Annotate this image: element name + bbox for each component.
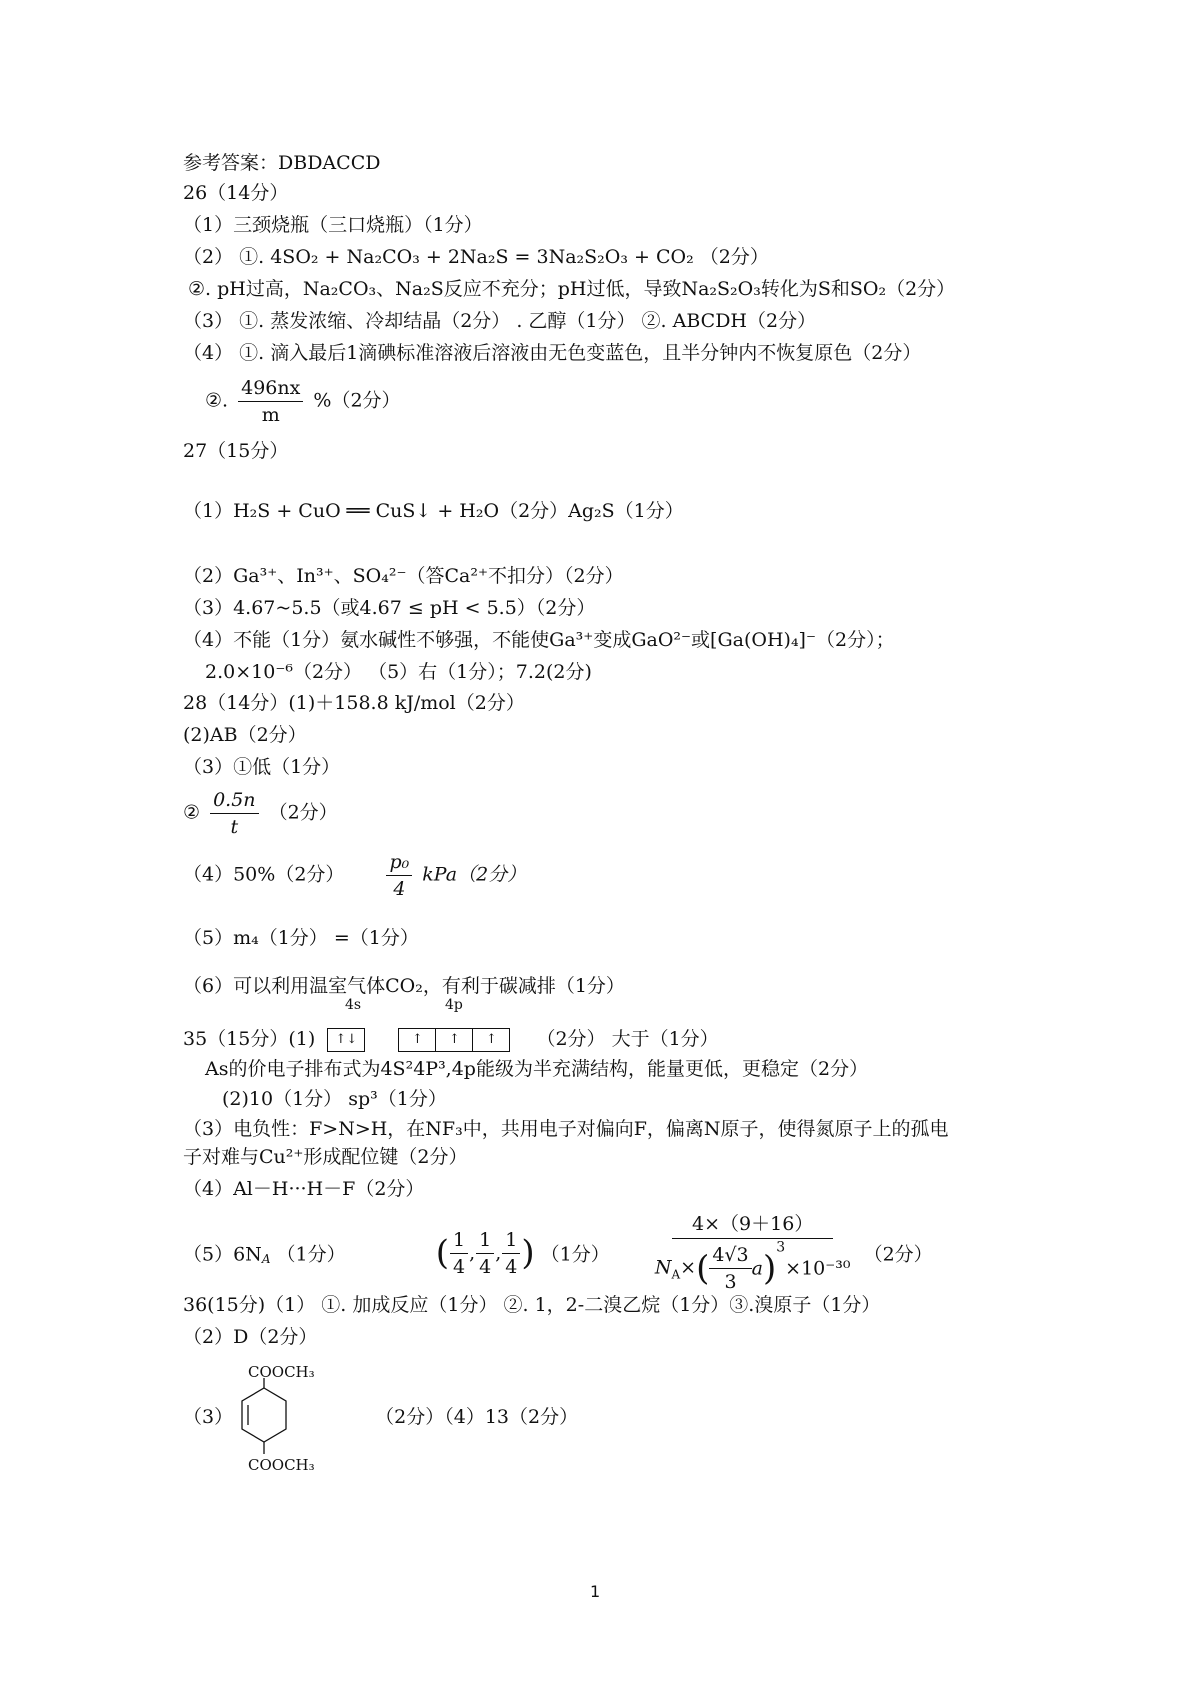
orbital-4p-label: 4p (445, 997, 463, 1013)
q36-p1: 36(15分)（1） ①. 加成反应（1分） ②. 1，2-二溴乙烷（1分）③.溴原子（1分） (183, 1294, 881, 1316)
q35-p1b: As的价电子排布式为4S²4P³,4p能级为半充满结构，能量更低，更稳定（2分） (205, 1058, 869, 1080)
page-number: 1 (590, 1582, 601, 1601)
coord-x: $\frac{1}{4}$ (450, 1228, 468, 1279)
density-fraction: 4×（9＋16） $N_A\times$( $\frac{4√3}{3}$ a)$^3$×10⁻³⁰ (654, 1213, 851, 1293)
q26-p2b: ②. pH过高，Na₂CO₃、Na₂S反应不充分；pH过低，导致Na₂S₂O₃转化为S和SO₂（2分） (188, 278, 956, 300)
q27-p3: （3）4.67~5.5（或4.67 ≤ pH < 5.5）（2分） (183, 597, 596, 619)
density-inner-fraction: $\frac{4√3}{3}$ (709, 1243, 751, 1294)
q27-p4b: 2.0×10⁻⁶（2分） （5）右（1分）；7.2(2分) (205, 661, 592, 683)
coord-y: $\frac{1}{4}$ (476, 1228, 494, 1279)
orbital-4p-box-1: ↑ (398, 1028, 436, 1052)
orbital-4s-label: 4s (345, 997, 362, 1013)
q26-p4b: ②. $\frac{496nx}{m}$ %（2分） (205, 377, 401, 426)
q28-pressure-fraction: $\frac{\text{p₀}}{4}$ (386, 850, 412, 901)
q26-p2: （2） ①. 4SO₂ + Na₂CO₃ + 2Na₂S = 3Na₂S₂O₃ + CO₂ （2分） (183, 246, 769, 268)
q27-heading: 27（15分） (183, 440, 289, 462)
q28-rate-fraction: $\frac{0.5n}{t}$ (210, 788, 258, 839)
q35-p5: $(5)6N_A$ （1分） ( $\frac{1}{4}$ , $\frac{1}{4}$ , $\frac{1}{4}$ ) （1分） 4×（9＋16） $N_A\times$( $\frac{4√3}{3}$ a)$^3$×10⁻³⁰ （2分） (183, 1213, 933, 1293)
q26-p1: （1）三颈烧瓶（三口烧瓶）（1分） (183, 214, 483, 236)
q26-equation: 4SO₂ + Na₂CO₃ + 2Na₂S = 3Na₂S₂O₃ + CO₂ (270, 246, 694, 268)
q35-p3: （3）电负性：F>N>H，在NF₃中，共用电子对偏向F，偏离N原子，使得氮原子上的孤电 (183, 1118, 949, 1140)
q36-p2: （2）D（2分） (183, 1326, 318, 1348)
q26-p3: （3） ①. 蒸发浓缩、冷却结晶（2分） . 乙醇（1分） ②. ABCDH（2分） (183, 310, 817, 332)
orbital-4p-box-3: ↑ (472, 1028, 510, 1052)
q26-p4: （4） ①. 滴入最后1滴碘标准溶液后溶液由无色变蓝色，且半分钟内不恢复原色（2分） (183, 342, 922, 364)
orbital-4s-box: ↑↓ (327, 1028, 365, 1052)
q28-p6: （6）可以利用温室气体CO₂，有利于碳减排（1分） (183, 975, 625, 997)
coord-z: $\frac{1}{4}$ (502, 1228, 520, 1279)
q28-p4: （4）50%（2分） $\frac{\text{p₀}}{4}$ kPa（2分） (183, 851, 527, 900)
q36-struct-top: COOCH₃ (248, 1363, 315, 1381)
q35-p2: (2)10（1分） sp³（1分） (222, 1088, 447, 1110)
q27-p1: （1）H₂S + CuO ══ CuS↓ + H₂O（2分）Ag₂S（1分） (183, 500, 684, 522)
q36-p3: （3） （2分）（4）13（2分） (183, 1406, 579, 1428)
q28-p3b: ② $\frac{0.5n}{t}$ （2分） (183, 789, 338, 838)
q28-p5: （5）m₄（1分） =（1分） (183, 927, 419, 949)
q36-struct-bottom: COOCH₃ (248, 1456, 315, 1474)
q28-heading: 28（14分）(1)＋158.8 kJ/mol（2分） (183, 692, 525, 714)
q35-p3b: 子对难与Cu²⁺形成配位键（2分） (183, 1146, 468, 1168)
orbital-4p-box-2: ↑ (435, 1028, 473, 1052)
q26-heading: 26（14分） (183, 182, 289, 204)
answers-header: 参考答案：DBDACCD (183, 152, 381, 174)
q27-p2: （2）Ga³⁺、In³⁺、SO₄²⁻（答Ca²⁺不扣分）（2分） (183, 565, 624, 587)
q27-p4: （4）不能（1分）氨水碱性不够强，不能使Ga³⁺变成GaO²⁻或[Ga(OH)₄]⁻（2分）； (183, 629, 895, 651)
q35-p1: 35（15分）(1) ↑↓ ↑ ↑ ↑ （2分） 大于（1分） (183, 1028, 719, 1050)
q28-p2: (2)AB（2分） (183, 724, 307, 746)
q28-p3: （3）①低（1分） (183, 756, 341, 778)
q26-fraction: $\frac{496nx}{m}$ (238, 376, 303, 427)
q35-p4: （4）Al－H···H－F（2分） (183, 1178, 425, 1200)
